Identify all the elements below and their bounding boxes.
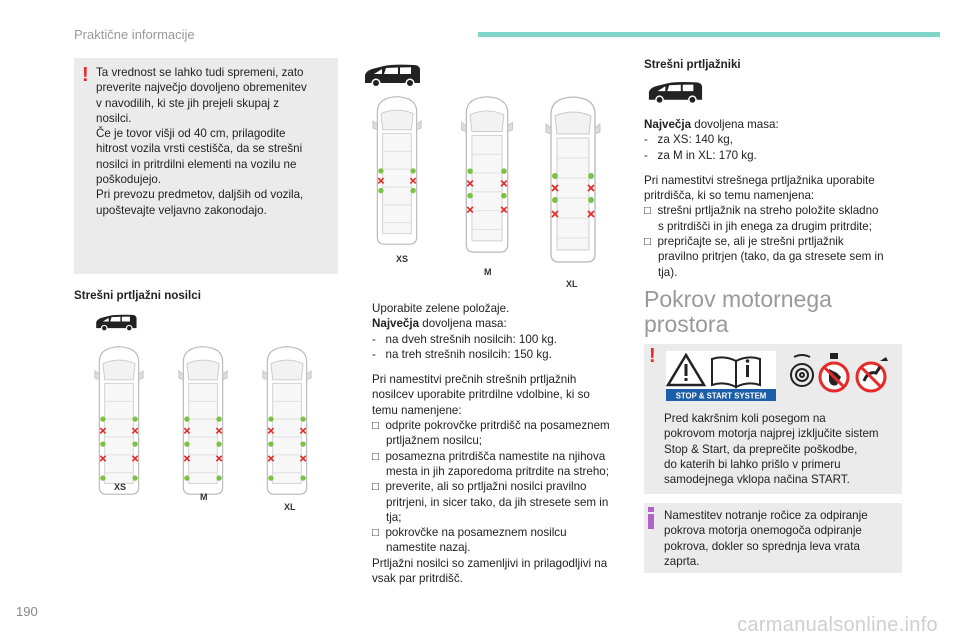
no-touch-icon <box>857 357 888 391</box>
no-hand-icon <box>820 363 848 391</box>
engine-warning-exclamation-icon: ! <box>649 345 656 367</box>
header-accent-bar <box>478 32 940 37</box>
fan-belt-icon <box>791 364 813 386</box>
engine-cover-title: Pokrov motornega prostora <box>644 286 832 337</box>
info-icon <box>648 507 654 529</box>
warning-exclamation-icon: ! <box>82 64 89 86</box>
page-number: 190 <box>16 604 38 619</box>
van-side-icon <box>94 312 138 334</box>
van-top-m-roof-bars <box>170 344 236 496</box>
label-xl-middle: XL <box>566 279 578 289</box>
section-title: Praktične informacije <box>74 27 195 42</box>
middle-text: Uporabite zelene položaje. Največja dovoljena masa: - na dveh strešnih nosilcih: 100 kg. - na treh strešnih nosilcih: 150 kg. Pri namestitvi prečnih strešnih prtljažnih nosilcev uporabite pritrdilne vdolbine, ki so temu namenjene: □ odprite pokrovčke pritrdišč na posameznem prtljažnem nosilcu; □ posamezna pritrdišča namestite na njihova mesta in jih zaporedoma pritrdite na streho; □ preverite, ali so prtljažni nosilci pravilno pritrjeni, in sicer tako, da jih stresete sem in tja; □ pokrovčke na posameznem nosilcu namestite nazaj. Prtljažni nosilci so zamenljivi in prilagodljivi na vsak par pritrdišč. <box>372 301 634 586</box>
warning-text: Ta vrednost se lahko tudi spremeni, zato preverite največjo dovoljeno obremenitev v navodilih, ki ste jih prejeli skupaj z nosilci. Če je tovor višji od 40 cm, prilagodite hitrost vozila vrsti cestišča, da se strešni nosilci in pritrdilni elementi na vozilu ne poškodujejo. Pri prevozu predmetov, daljših od vozila, upoštevajte veljavno zakonodajo. <box>96 66 307 217</box>
label-xs-middle: XS <box>396 254 409 264</box>
engine-pictograms <box>666 351 892 401</box>
van-top-xl-middle <box>540 94 606 264</box>
van-side-icon-windows <box>362 62 422 90</box>
green-positions-text: Uporabite zelene položaje. <box>372 302 510 315</box>
roof-racks-heading: Strešni prtljažniki <box>644 58 741 71</box>
van-top-xl-roof-bars <box>254 344 320 496</box>
stop-start-label: STOP & START SYSTEM <box>675 391 767 401</box>
van-top-m-middle <box>454 94 520 254</box>
van-top-xs-middle <box>364 94 430 246</box>
van-side-icon-racks <box>646 80 704 106</box>
engine-warning-text: Pred kakršnim koli posegom na pokrovom motorja najprej izključite sistem Stop & Start, da preprečite poškodbe, do katerih bi lahko prišlo v primeru samodejnega vklopa načina START. <box>664 412 879 487</box>
label-m-middle: M <box>484 267 492 277</box>
roof-bars-heading: Strešni prtljažni nosilci <box>74 289 201 302</box>
van-top-xs-roof-bars <box>86 344 152 496</box>
label-xs: XS <box>114 482 127 492</box>
roof-racks-text: Največja dovoljena masa: - za XS: 140 kg, - za M in XL: 170 kg. Pri namestitvi strešnega prtljažnika uporabite pritrdišča, ki so temu namenjena: □ strešni prtljažnik na streho položite skladno s pritrdišči in jih enega za drugim pritrdite; □ prepričajte se, ali je strešni prtljažnik pravilno pritrjen (tako, da ga stresete sem in tja). <box>644 118 884 279</box>
label-xl: XL <box>284 502 296 512</box>
watermark: carmanualsonline.info <box>737 614 938 636</box>
label-m: M <box>200 492 208 502</box>
info-text: Namestitev notranje ročice za odpiranje pokrova motorja onemogoča odpiranje pokrova, dokler so sprednja leva vrata zaprta. <box>664 509 868 568</box>
